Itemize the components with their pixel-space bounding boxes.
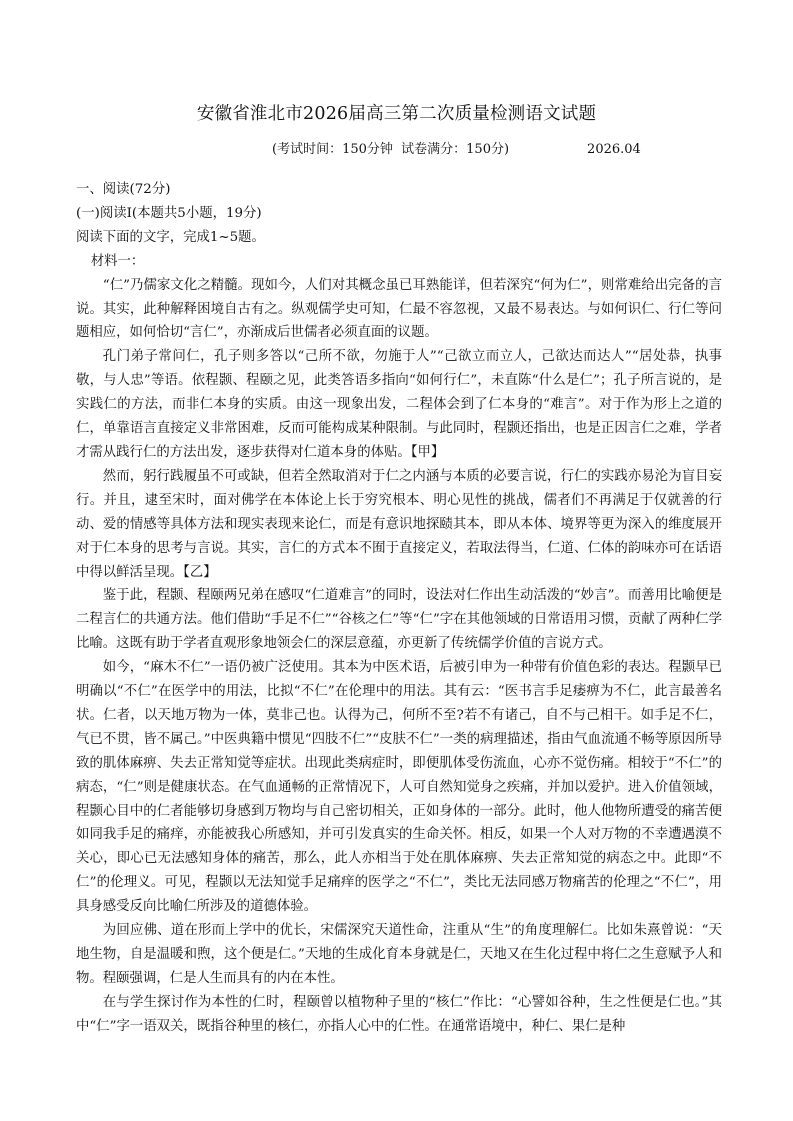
paragraph: “仁”乃儒家文化之精髓。现如今，人们对其概念虽已耳熟能详，但若深究“何为仁”，则常难给出完备的言说。其实，此种解释困境自古有之。纵观儒学史可知，仁最不容忽视，又最不易表达。与如何识仁、行仁等问题相应，如何恰切“言仁”，亦渐成后世儒者必须直面的议题。 <box>76 277 722 341</box>
material-label: 材料一： <box>90 253 145 269</box>
exam-info: (考试时间：150分钟 试卷满分：150分) <box>272 142 510 157</box>
subsection-heading: (一)阅读Ⅰ(本题共5小题，19分) <box>76 205 262 221</box>
paragraph: 为回应佛、道在形而上学中的优长，宋儒深究天道性命，注重从“生”的角度理解仁。比如朱熹曾说：“天地生物，自是温暖和煦，这个便是仁。”天地的生成化育本身就是仁，天地又在生化过程中将仁之生意赋予人和物。程颐强调，仁是人生而具有的内在本性。 <box>76 923 722 986</box>
paragraph: 孔门弟子常问仁，孔子则多答以“己所不欲，勿施于人”“己欲立而立人，己欲达而达人”“居处恭，执事敬，与人忠”等语。依程颢、程颐之见，此类答语多指向“如何行仁”，未直陈“什么是仁”；孔子所言说的，是实践仁的方法，而非仁本身的实质。由这一现象出发，二程体会到了仁本身的“难言”。对于作为形上之道的仁，单靠语言直接定义非常困难，反而可能构成某种限制。与此同时，程颢还指出，也是正因言仁之难，学者才需从践行仁的方法出发，逐步获得对仁道本身的体贴。【甲】 <box>76 349 722 460</box>
exam-title: 安徽省淮北市2026届高三第二次质量检测语文试题 <box>196 104 597 124</box>
section-heading: 一、阅读(72分) <box>76 182 171 197</box>
exam-meta <box>272 138 641 157</box>
paragraph: 鉴于此，程颢、程颐两兄弟在感叹“仁道难言”的同时，设法对仁作出生动活泼的“妙言”。而善用比喻便是二程言仁的共通方法。他们借助“手足不仁”“谷核之仁”等“仁”字在其他领域的日常语用习惯，贡献了两种仁学比喻。这既有助于学者直观形象地领会仁的深层意蕴，亦更新了传统儒学价值的言说方式。 <box>76 588 722 652</box>
paragraph: 然而，躬行践履虽不可或缺，但若全然取消对于仁之内涵与本质的必要言说，行仁的实践亦易沦为盲目妄行。并且，逮至宋时，面对佛学在本体论上长于穷究根本、明心见性的挑战，儒者们不再满足于仅就善的行动、爱的情感等具体方法和现实表现来论仁，而是有意识地探赜其本，即从本体、境界等更为深入的维度展开对于仁本身的思考与言说。其实，言仁的方式本不囿于直接定义，若取法得当，仁道、仁体的韵味亦可在话语中得以鲜活呈现。【乙】 <box>76 468 722 580</box>
paragraph: 如今，“麻木不仁”一语仍被广泛使用。其本为中医术语，后被引申为一种带有价值色彩的表达。程颢早已明确以“不仁”在医学中的用法，比拟“不仁”在伦理中的用法。其有云：“医书言手足痿痹为不仁，此言最善名状。仁者，以天地万物为一体，莫非己也。认得为己，何所不至?若不有诸己，自不与己相干。如手足不仁，气已不贯，皆不属己。”中医典籍中惯见“四肢不仁”“皮肤不仁”一类的病理描述，指由气血流通不畅等原因所导致的肌体麻痹、失去正常知觉等症状。出现此类病症时，即便肌体受伤流血，心亦不觉伤痛。相较于“不仁”的病态，“仁”则是健康状态。在气血通畅的正常情况下，人可自然知觉身之疾痛，并加以爱护。进入价值领域，程颢心目中的仁者能够切身感到万物均与自己密切相关，正如身体的一部分。此时，他人他物所遭受的痛苦便如同我手足的痛痒，亦能被我心所感知，并可引发真实的生命关怀。相反，如果一个人对万物的不幸遭遇漠不关心，即心已无法感知身体的痛苦，那么，此人亦相当于处在肌体麻痹、失去正常知觉的病态之中。此即“不仁”的伦理义。可见，程颢以无法知觉手足痛痒的医学之“不仁”，类比无法同感万物痛苦的伦理之“不仁”，用具身感受反向比喻仁所涉及的道德体验。 <box>76 660 722 915</box>
exam-date: 2026.04 <box>587 142 641 157</box>
reading-instruction: 阅读下面的文字，完成1~5题。 <box>76 229 265 245</box>
reading-section <box>76 178 722 1039</box>
paragraph: 在与学生探讨作为本性的仁时，程颐曾以植物种子里的“核仁”作比：“心譬如谷种，生之性便是仁也。”其中“仁”字一语双关，既指谷种里的核仁，亦指人心中的仁性。在通常语境中，种仁、果仁是种 <box>76 994 722 1034</box>
